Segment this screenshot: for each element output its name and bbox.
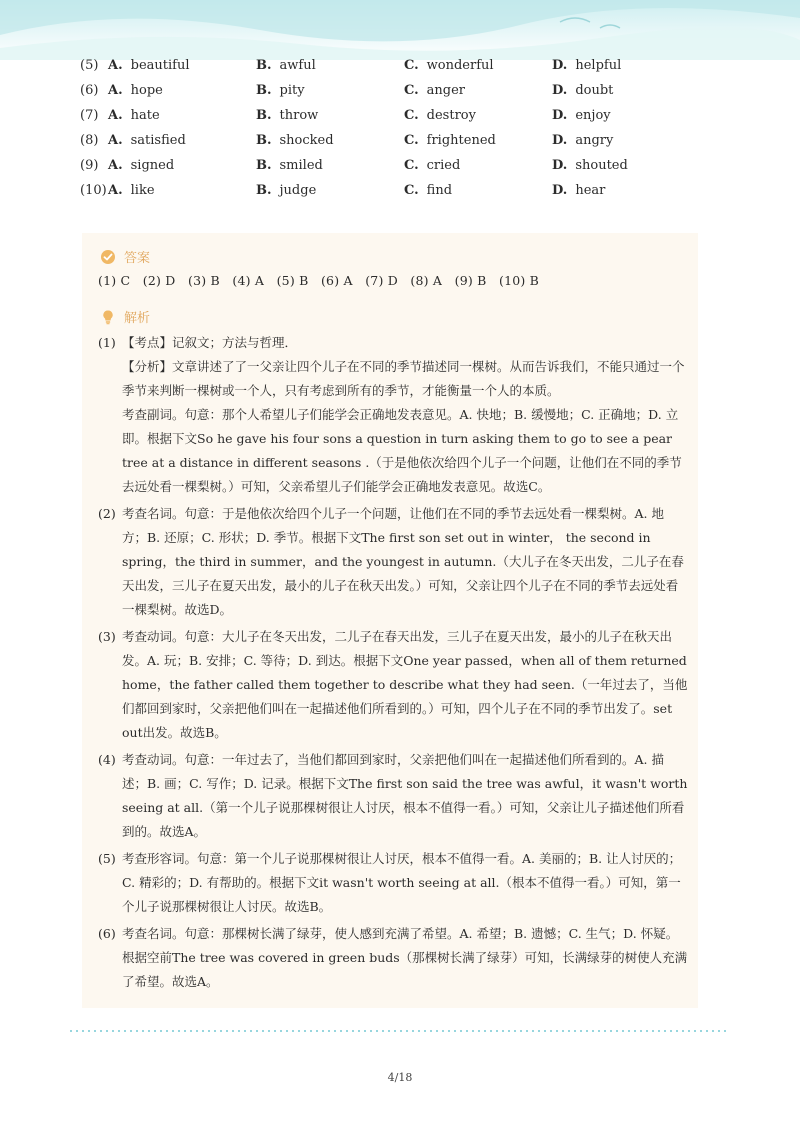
option-text: enjoy <box>575 108 611 123</box>
option-letter: A. <box>108 108 123 123</box>
option-a <box>108 183 256 198</box>
analysis-paragraph: 考查形容词。句意：第一个儿子说那棵树很让人讨厌，根本不值得一看。A. 美丽的；B. 让人讨厌的；C. 精彩的；D. 有帮助的。根据下文it wasn't worth seeing at all.（根本不值得一看。）可知，第一个儿子说那棵树很让人讨厌。故选B。 <box>122 851 682 914</box>
question-number: (10) <box>80 183 107 198</box>
analysis-paragraph: 考查动词。句意：一年过去了，当他们都回到家时，父亲把他们叫在一起描述他们所看到的。A. 描述；B. 画；C. 写作；D. 记录。根据下文The first son said the tree was awful，it wasn't worth seeing at all.（第一个儿子说那棵树很让人讨厌，根本不值得一看。）可知，父亲让儿子描述他们所看到的。故选A。 <box>122 752 688 839</box>
option-d <box>552 58 672 73</box>
option-text: hear <box>575 183 606 198</box>
option-a <box>108 83 256 98</box>
option-d <box>552 133 672 148</box>
option-letter: B. <box>256 183 272 198</box>
option-letter: D. <box>552 183 568 198</box>
options-table <box>80 53 740 203</box>
option-text: satisfied <box>130 133 186 148</box>
analysis-item <box>98 748 688 844</box>
option-text: wonderful <box>426 58 494 73</box>
answer-heading <box>100 247 150 266</box>
option-a <box>108 108 256 123</box>
option-letter: A. <box>108 133 123 148</box>
analysis-number: (2) <box>98 506 116 521</box>
option-row <box>80 103 740 128</box>
option-text: beautiful <box>130 58 190 73</box>
option-letter: C. <box>404 83 419 98</box>
page-number: 4/18 <box>387 1071 413 1084</box>
option-d <box>552 83 672 98</box>
analysis-item <box>98 331 688 499</box>
option-d <box>552 158 672 173</box>
option-a <box>108 158 256 173</box>
option-letter: C. <box>404 158 419 173</box>
option-row <box>80 178 740 203</box>
analysis-paragraph: 考查副词。句意：那个人希望儿子们能学会正确地发表意见。A. 快地；B. 缓慢地；C. 正确地；D. 立即。根据下文So he gave his four sons a question in turn asking them to go to see a pear tree at a distance in different seasons .（于是他依次给四个儿子一个问题，让他们在不同的季节去远处看一棵梨树。）可知，父亲希望儿子们能学会正确地发表意见。故选C。 <box>122 407 682 494</box>
option-text: awful <box>279 58 316 73</box>
question-number: (6) <box>80 83 99 98</box>
option-letter: A. <box>108 183 123 198</box>
option-c <box>404 183 552 198</box>
answer-panel <box>82 233 698 1008</box>
option-text: find <box>426 183 453 198</box>
question-number: (8) <box>80 133 99 148</box>
analysis-paragraph: 【分析】文章讲述了了一父亲让四个儿子在不同的季节描述同一棵树。从而告诉我们，不能只通过一个季节来判断一棵树或一个人，只有考虑到所有的季节，才能衡量一个人的本质。 <box>122 359 685 398</box>
option-letter: C. <box>404 133 419 148</box>
question-number: (9) <box>80 158 99 173</box>
option-text: shocked <box>279 133 334 148</box>
footer-divider <box>68 1030 728 1032</box>
option-row <box>80 53 740 78</box>
option-text: hope <box>130 83 163 98</box>
option-b <box>256 58 404 73</box>
option-text: angry <box>575 133 614 148</box>
analysis-paragraph: 考查动词。句意：大儿子在冬天出发，二儿子在春天出发，三儿子在夏天出发，最小的儿子在秋天出发。A. 玩；B. 安排；C. 等待；D. 到达。根据下文One year passed，when all of them returned home，the father called them together to describe what they had seen.（一年过去了，当他们都回到家时，父亲把他们叫在一起描述他们所看到的。）可知，四个儿子在不同的季节出发了。set out出发。故选B。 <box>122 629 688 740</box>
analysis-item <box>98 922 688 994</box>
lightbulb-icon <box>100 309 116 325</box>
check-badge-icon <box>100 249 116 265</box>
option-c <box>404 108 552 123</box>
option-a <box>108 133 256 148</box>
option-text: doubt <box>575 83 614 98</box>
analysis-paragraph: 考查名词。句意：于是他依次给四个儿子一个问题，让他们在不同的季节去远处看一棵梨树。A. 地方；B. 还原；C. 形状；D. 季节。根据下文The first son set out in winter， the second in spring，the third in summer，and the youngest in autumn.（大儿子在冬天出发，二儿子在春天出发，三儿子在夏天出发，最小的儿子在秋天出发。）可知，父亲让四个儿子在不同的季节去远处看一棵梨树。故选D。 <box>122 506 684 617</box>
option-text: judge <box>279 183 317 198</box>
option-text: destroy <box>426 108 476 123</box>
option-a <box>108 58 256 73</box>
analysis-heading <box>100 307 150 326</box>
option-text: helpful <box>575 58 622 73</box>
option-b <box>256 183 404 198</box>
option-row <box>80 128 740 153</box>
option-text: hate <box>130 108 160 123</box>
option-letter: C. <box>404 108 419 123</box>
option-text: anger <box>426 83 466 98</box>
option-text: frightened <box>426 133 496 148</box>
option-letter: D. <box>552 133 568 148</box>
option-text: smiled <box>279 158 323 173</box>
analysis-number: (6) <box>98 926 116 941</box>
option-b <box>256 158 404 173</box>
analysis-item <box>98 847 688 919</box>
header-banner <box>0 0 800 60</box>
option-letter: A. <box>108 83 123 98</box>
question-number: (5) <box>80 58 99 73</box>
analysis-number: (5) <box>98 851 116 866</box>
analysis-paragraph: 【考点】记叙文；方法与哲理． <box>122 335 298 350</box>
option-row <box>80 78 740 103</box>
option-text: signed <box>130 158 175 173</box>
option-letter: D. <box>552 58 568 73</box>
option-text: shouted <box>575 158 628 173</box>
option-letter: B. <box>256 158 272 173</box>
analysis-number: (3) <box>98 629 116 644</box>
analysis-number: (1) <box>98 335 116 350</box>
analysis-title: 解析 <box>124 311 151 326</box>
option-letter: D. <box>552 108 568 123</box>
option-text: pity <box>279 83 305 98</box>
option-text: like <box>130 183 155 198</box>
option-letter: B. <box>256 83 272 98</box>
option-text: cried <box>426 158 461 173</box>
option-c <box>404 133 552 148</box>
option-letter: A. <box>108 158 123 173</box>
option-c <box>404 83 552 98</box>
analysis-item <box>98 625 688 745</box>
option-c <box>404 58 552 73</box>
option-letter: B. <box>256 58 272 73</box>
option-c <box>404 158 552 173</box>
analysis-paragraph: 考查名词。句意：那棵树长满了绿芽，使人感到充满了希望。A. 希望；B. 遗憾；C. 生气；D. 怀疑。根据空前The tree was covered in green buds（那棵树长满了绿芽）可知，长满绿芽的树使人充满了希望。故选A。 <box>122 926 688 989</box>
option-b <box>256 83 404 98</box>
option-row <box>80 153 740 178</box>
option-letter: A. <box>108 58 123 73</box>
option-letter: D. <box>552 83 568 98</box>
analysis-item <box>98 502 688 622</box>
option-d <box>552 183 672 198</box>
option-text: throw <box>279 108 319 123</box>
option-d <box>552 108 672 123</box>
option-letter: B. <box>256 133 272 148</box>
option-letter: C. <box>404 58 419 73</box>
analysis-number: (4) <box>98 752 116 767</box>
analysis-list <box>98 331 688 997</box>
option-letter: D. <box>552 158 568 173</box>
option-b <box>256 133 404 148</box>
answer-list: (1) C (2) D (3) B (4) A (5) B (6) A (7) D (8) A (9) B (10) B <box>98 273 540 288</box>
option-letter: B. <box>256 108 272 123</box>
option-b <box>256 108 404 123</box>
question-number: (7) <box>80 108 99 123</box>
option-letter: C. <box>404 183 419 198</box>
answer-title: 答案 <box>124 251 151 266</box>
